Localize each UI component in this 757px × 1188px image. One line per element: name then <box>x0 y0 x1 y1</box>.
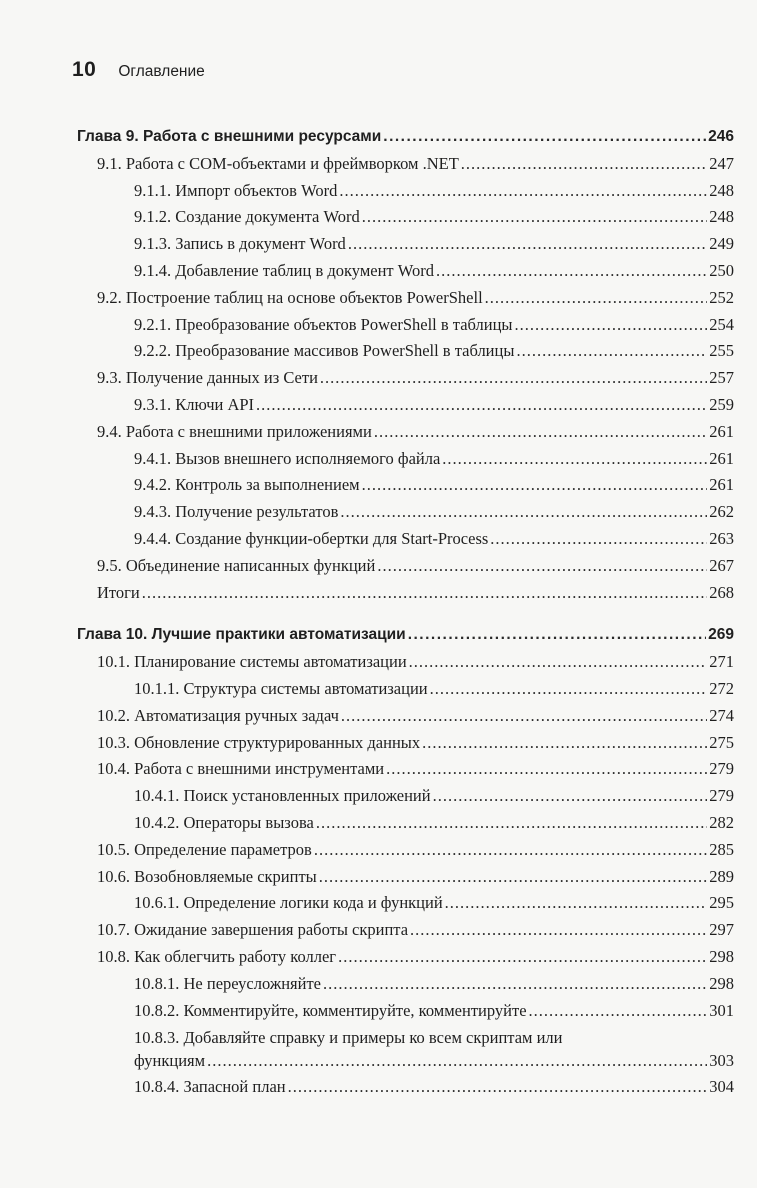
toc-entry <box>77 998 734 1025</box>
toc-entry-title: 10.4.2. Операторы вызова <box>134 812 314 832</box>
toc-entry-title: 9.4. Работа с внешними приложениями <box>97 421 372 441</box>
chapter-block <box>77 124 734 606</box>
toc-entry-continuation <box>134 1049 734 1072</box>
dot-leader <box>314 837 707 864</box>
toc-entry-title: 9.4.3. Получение результатов <box>134 502 339 522</box>
toc-entry-title: 9.1. Работа с COM-объектами и фреймворком .NET <box>97 153 459 173</box>
toc-entry <box>77 917 734 944</box>
dot-leader <box>362 204 708 231</box>
dot-leader <box>316 810 707 837</box>
toc-entry-title: 9.3. Получение данных из Сети <box>97 368 318 388</box>
toc-entry <box>77 231 734 258</box>
page-number: 10 <box>72 58 97 81</box>
toc-entry-title: 9.4.1. Вызов внешнего исполняемого файла <box>134 448 441 468</box>
dot-leader <box>341 703 707 730</box>
toc-entry <box>77 730 734 757</box>
toc-entry <box>77 338 734 365</box>
toc-entry-title: 10.6. Возобновляемые скрипты <box>97 866 317 886</box>
dot-leader <box>529 998 708 1025</box>
toc-entry-page: 263 <box>709 528 734 548</box>
toc-entry-page: 303 <box>709 1051 734 1071</box>
toc-entry-title: 9.1.3. Запись в документ Word <box>134 234 346 254</box>
toc-entry-title: Итоги <box>97 582 140 602</box>
toc-entry-title: 9.5. Объединение написанных функций <box>97 555 376 575</box>
toc-entry <box>77 676 734 703</box>
dot-leader <box>320 365 707 392</box>
toc-entry <box>77 1074 734 1101</box>
toc-entry-title: 10.8.2. Комментируйте, комментируйте, комментируйте <box>134 1000 527 1020</box>
chapter-title: Глава 9. Работа с внешними ресурсами <box>77 128 382 145</box>
toc-entry <box>77 971 734 998</box>
toc-entry <box>77 151 734 178</box>
toc-entry-title: 10.6.1. Определение логики кода и функций <box>134 893 443 913</box>
dot-leader <box>319 864 707 891</box>
dot-leader <box>256 392 707 419</box>
toc-entry-title: 10.5. Определение параметров <box>97 839 312 859</box>
dot-leader <box>430 676 708 703</box>
toc-entry-title: 9.1.4. Добавление таблиц в документ Word <box>134 260 435 280</box>
toc-entry-page: 255 <box>709 341 734 361</box>
toc-entry-page: 268 <box>709 582 734 602</box>
dot-leader <box>436 258 707 285</box>
dot-leader <box>386 756 707 783</box>
toc-entry-page: 298 <box>709 946 734 966</box>
toc-entry-page: 274 <box>709 705 734 725</box>
toc-entry-title: 9.1.1. Импорт объектов Word <box>134 180 338 200</box>
toc-entry-title: 9.2. Построение таблиц на основе объектов PowerShell <box>97 287 483 307</box>
dot-leader <box>433 783 708 810</box>
dot-leader <box>362 472 708 499</box>
toc-entry-title: 9.3.1. Ключи API <box>134 394 255 414</box>
dot-leader <box>410 917 707 944</box>
dot-leader <box>461 151 707 178</box>
dot-leader <box>383 124 706 151</box>
toc-entry-page: 261 <box>709 421 734 441</box>
toc-entry-page: 301 <box>709 1000 734 1020</box>
toc-entry <box>77 703 734 730</box>
toc-entry-page: 275 <box>709 732 734 752</box>
dot-leader <box>485 285 708 312</box>
toc-entry-page: 247 <box>709 153 734 173</box>
dot-leader <box>422 730 707 757</box>
toc-entry-title: 10.4.1. Поиск установленных приложений <box>134 786 431 806</box>
toc-entry <box>77 944 734 971</box>
dot-leader <box>142 580 707 607</box>
dot-leader <box>442 446 707 473</box>
dot-leader <box>515 312 708 339</box>
toc-entry <box>77 837 734 864</box>
toc-entry <box>77 312 734 339</box>
toc-entry-page: 254 <box>709 314 734 334</box>
toc-entry-page: 257 <box>709 368 734 388</box>
dot-leader <box>377 553 707 580</box>
toc-entry-page: 249 <box>709 234 734 254</box>
toc-entry <box>77 446 734 473</box>
chapter-block <box>77 622 734 1101</box>
toc-entry-title: 9.4.4. Создание функции-обертки для Start-Process <box>134 528 489 548</box>
toc-entry <box>77 649 734 676</box>
toc-entry-page: 282 <box>709 812 734 832</box>
toc-entry-title: 10.1. Планирование системы автоматизации <box>97 652 407 672</box>
toc-entry-title: 10.8.1. Не переусложняйте <box>134 973 322 993</box>
toc-entry-page: 259 <box>709 394 734 414</box>
toc-entry <box>77 258 734 285</box>
toc-entry-title: 10.8.3. Добавляйте справку и примеры ко всем скриптам или <box>134 1028 563 1048</box>
toc-entry-page: 267 <box>709 555 734 575</box>
chapter-page: 269 <box>708 626 734 644</box>
dot-leader <box>348 231 707 258</box>
toc-entry <box>77 419 734 446</box>
toc-entry <box>77 526 734 553</box>
toc-entry <box>77 783 734 810</box>
toc-entry-page: 271 <box>709 652 734 672</box>
toc-entry <box>77 204 734 231</box>
toc-entry <box>77 890 734 917</box>
toc-entry-title: 10.3. Обновление структурированных данных <box>97 732 421 752</box>
toc-entry-title: 9.4.2. Контроль за выполнением <box>134 475 360 495</box>
toc-entry-page: 297 <box>709 920 734 940</box>
toc-entry-page: 248 <box>709 180 734 200</box>
toc-entry-title: 9.2.1. Преобразование объектов PowerShell в таблицы <box>134 314 513 334</box>
dot-leader <box>408 622 706 649</box>
toc-entry <box>77 1024 734 1074</box>
toc-entry-page: 279 <box>709 759 734 779</box>
toc-entry-page: 248 <box>709 207 734 227</box>
dot-leader <box>340 499 707 526</box>
chapter-page: 246 <box>708 128 734 145</box>
toc-entry <box>77 285 734 312</box>
dot-leader <box>338 944 707 971</box>
toc-entry-page: 252 <box>709 287 734 307</box>
toc-entry <box>77 365 734 392</box>
toc-entry-title: 10.8.4. Запасной план <box>134 1077 286 1097</box>
dot-leader <box>288 1074 708 1101</box>
toc-entry <box>77 178 734 205</box>
toc-entry <box>77 499 734 526</box>
dot-leader <box>490 526 707 553</box>
toc-entry <box>77 864 734 891</box>
dot-leader <box>445 890 708 917</box>
toc-entry-page: 261 <box>709 475 734 495</box>
toc-entry <box>77 472 734 499</box>
dot-leader <box>207 1049 707 1072</box>
toc-entry-page: 262 <box>709 502 734 522</box>
toc-entry-page: 279 <box>709 786 734 806</box>
dot-leader <box>374 419 707 446</box>
toc-entry <box>77 580 734 607</box>
toc-entry-page: 295 <box>709 893 734 913</box>
toc-entry-page: 304 <box>709 1077 734 1097</box>
toc-entry <box>77 756 734 783</box>
toc-entry-page: 261 <box>709 448 734 468</box>
toc-entry-page: 250 <box>709 260 734 280</box>
toc-entry-title: 9.2.2. Преобразование массивов PowerShell в таблицы <box>134 341 515 361</box>
chapter-heading <box>77 622 734 649</box>
dot-leader <box>339 178 707 205</box>
toc-entry-page: 272 <box>709 678 734 698</box>
toc-entry-title: 10.7. Ожидание завершения работы скрипта <box>97 920 409 940</box>
toc-entry <box>77 810 734 837</box>
toc-entry <box>77 553 734 580</box>
toc-entry-title: 10.2. Автоматизация ручных задач <box>97 705 339 725</box>
table-of-contents <box>77 124 734 1117</box>
dot-leader <box>323 971 707 998</box>
dot-leader <box>516 338 707 365</box>
toc-entry-page: 285 <box>709 839 734 859</box>
toc-entry <box>77 392 734 419</box>
toc-entry-title-cont: функциям <box>134 1051 206 1071</box>
chapter-heading <box>77 124 734 151</box>
dot-leader <box>409 649 708 676</box>
toc-entry-title: 9.1.2. Создание документа Word <box>134 207 360 227</box>
toc-entry-title: 10.8. Как облегчить работу коллег <box>97 946 337 966</box>
toc-entry-page: 298 <box>709 973 734 993</box>
running-head <box>72 58 205 82</box>
toc-entry-title: 10.4. Работа с внешними инструментами <box>97 759 385 779</box>
toc-entry-title: 10.1.1. Структура системы автоматизации <box>134 678 428 698</box>
section-title: Оглавление <box>118 63 205 80</box>
chapter-title: Глава 10. Лучшие практики автоматизации <box>77 626 406 644</box>
toc-entry-page: 289 <box>709 866 734 886</box>
